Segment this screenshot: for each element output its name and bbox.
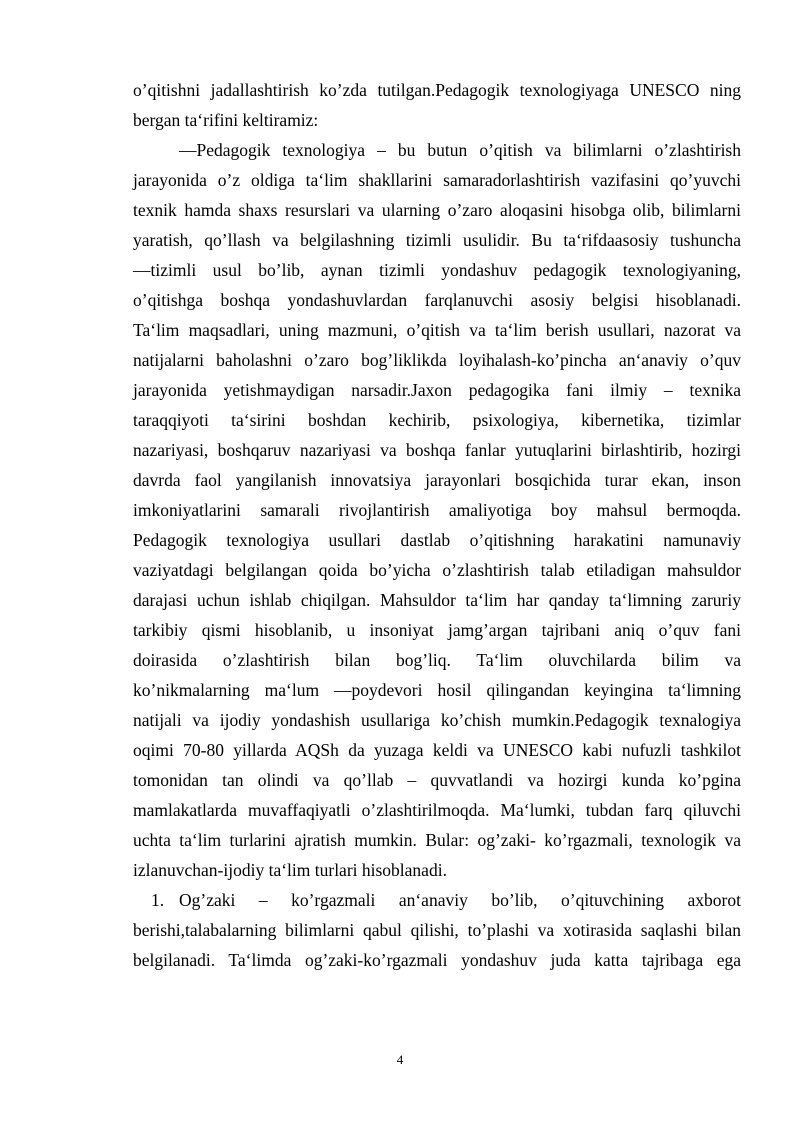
text-line: imkoniyatlarini samarali rivojlantirish amaliyotiga boy mahsul bermoqda.	[133, 500, 741, 520]
body-text	[133, 75, 741, 975]
text-line: bergan ta‘rifini keltiramiz:	[133, 110, 319, 130]
text-line: belgilanadi. Ta‘limda og’zaki-ko’rgazmali yondashuv juda katta tajribaga ega	[133, 950, 741, 970]
text-line: o’qitishni jadallashtirish ko’zda tutilgan.Pedagogik texnologiyaga UNESCO ning	[133, 80, 741, 100]
text-line: yaratish, qo’llash va belgilashning tizimli usulidir. Bu ta‘rifdaasosiy tushuncha	[133, 230, 741, 250]
page-number: 4	[396, 1052, 404, 1067]
text-line: Ta‘lim maqsadlari, uning mazmuni, o’qitish va ta‘lim berish usullari, nazorat va	[133, 320, 741, 340]
text-line: texnik hamda shaxs resurslari va ularning o’zaro aloqasini hisobga olib, bilimlarni	[133, 200, 741, 220]
list-item-text: Og’zaki – ko’rgazmali an‘anaviy bo’lib, o’qituvchining axborot	[179, 890, 741, 910]
text-line: natijalarni baholashni o’zaro bog’liklikda loyihalash-ko’pincha an‘anaviy o’quv	[133, 350, 741, 370]
list-item-first-line	[133, 885, 741, 915]
text-line: vaziyatdagi belgilangan qoida bo’yicha o’zlashtirish talab etiladigan mahsuldor	[133, 560, 741, 580]
text-line: nazariyasi, boshqaruv nazariyasi va boshqa fanlar yutuqlarini birlashtirib, hozirgi	[133, 440, 741, 460]
text-line: doirasida o’zlashtirish bilan bog’liq. Ta‘lim oluvchilarda bilim va	[133, 650, 741, 670]
text-line: davrda faol yangilanish innovatsiya jarayonlari bosqichida turar ekan, inson	[133, 470, 741, 490]
text-line: ―tizimli usul bo’lib, aynan tizimli yondashuv pedagogik texnologiyaning,	[133, 260, 741, 280]
text-line: oqimi 70-80 yillarda AQSh da yuzaga keldi va UNESCO kabi nufuzli tashkilot	[133, 740, 741, 760]
text-line: jarayonida o’z oldiga ta‘lim shakllarini samaradorlashtirish vazifasini qo’yuvchi	[133, 170, 741, 190]
text-line: mamlakatlarda muvaffaqiyatli o’zlashtirilmoqda. Ma‘lumki, tubdan farq qiluvchi	[133, 800, 741, 820]
text-line: Pedagogik texnologiya usullari dastlab o’qitishning harakatini namunaviy	[133, 530, 741, 550]
text-line: natijali va ijodiy yondashish usullariga ko’chish mumkin.Pedagogik texnalogiya	[133, 710, 741, 730]
text-line: o’qitishga boshqa yondashuvlardan farqlanuvchi asosiy belgisi hisoblanadi.	[133, 290, 741, 310]
text-line: jarayonida yetishmaydigan narsadir.Jaxon pedagogika fani ilmiy – texnika	[133, 380, 741, 400]
text-line: izlanuvchan-ijodiy ta‘lim turlari hisoblanadi.	[133, 860, 447, 880]
text-line: ko’nikmalarning ma‘lum ―poydevori hosil qilingandan keyingina ta‘limning	[133, 680, 741, 700]
text-line: ―Pedagogik texnologiya – bu butun o’qitish va bilimlarni o’zlashtirish	[179, 140, 741, 160]
text-line: tomonidan tan olindi va qo’llab – quvvatlandi va hozirgi kunda ko’pgina	[133, 770, 741, 790]
list-number: 1.	[151, 890, 165, 910]
text-line: tarkibiy qismi hisoblanib, u insoniyat jamg’argan tajribani aniq o’quv fani	[133, 620, 741, 640]
text-line: darajasi uchun ishlab chiqilgan. Mahsuldor ta‘lim har qanday ta‘limning zaruriy	[133, 590, 741, 610]
text-line: uchta ta‘lim turlarini ajratish mumkin. Bular: og’zaki- ko’rgazmali, texnologik va	[133, 830, 741, 850]
text-line: berishi,talabalarning bilimlarni qabul qilishi, to’plashi va xotirasida saqlashi bilan	[133, 920, 741, 940]
text-line: taraqqiyoti ta‘sirini boshdan kechirib, psixologiya, kibernetika, tizimlar	[133, 410, 741, 430]
